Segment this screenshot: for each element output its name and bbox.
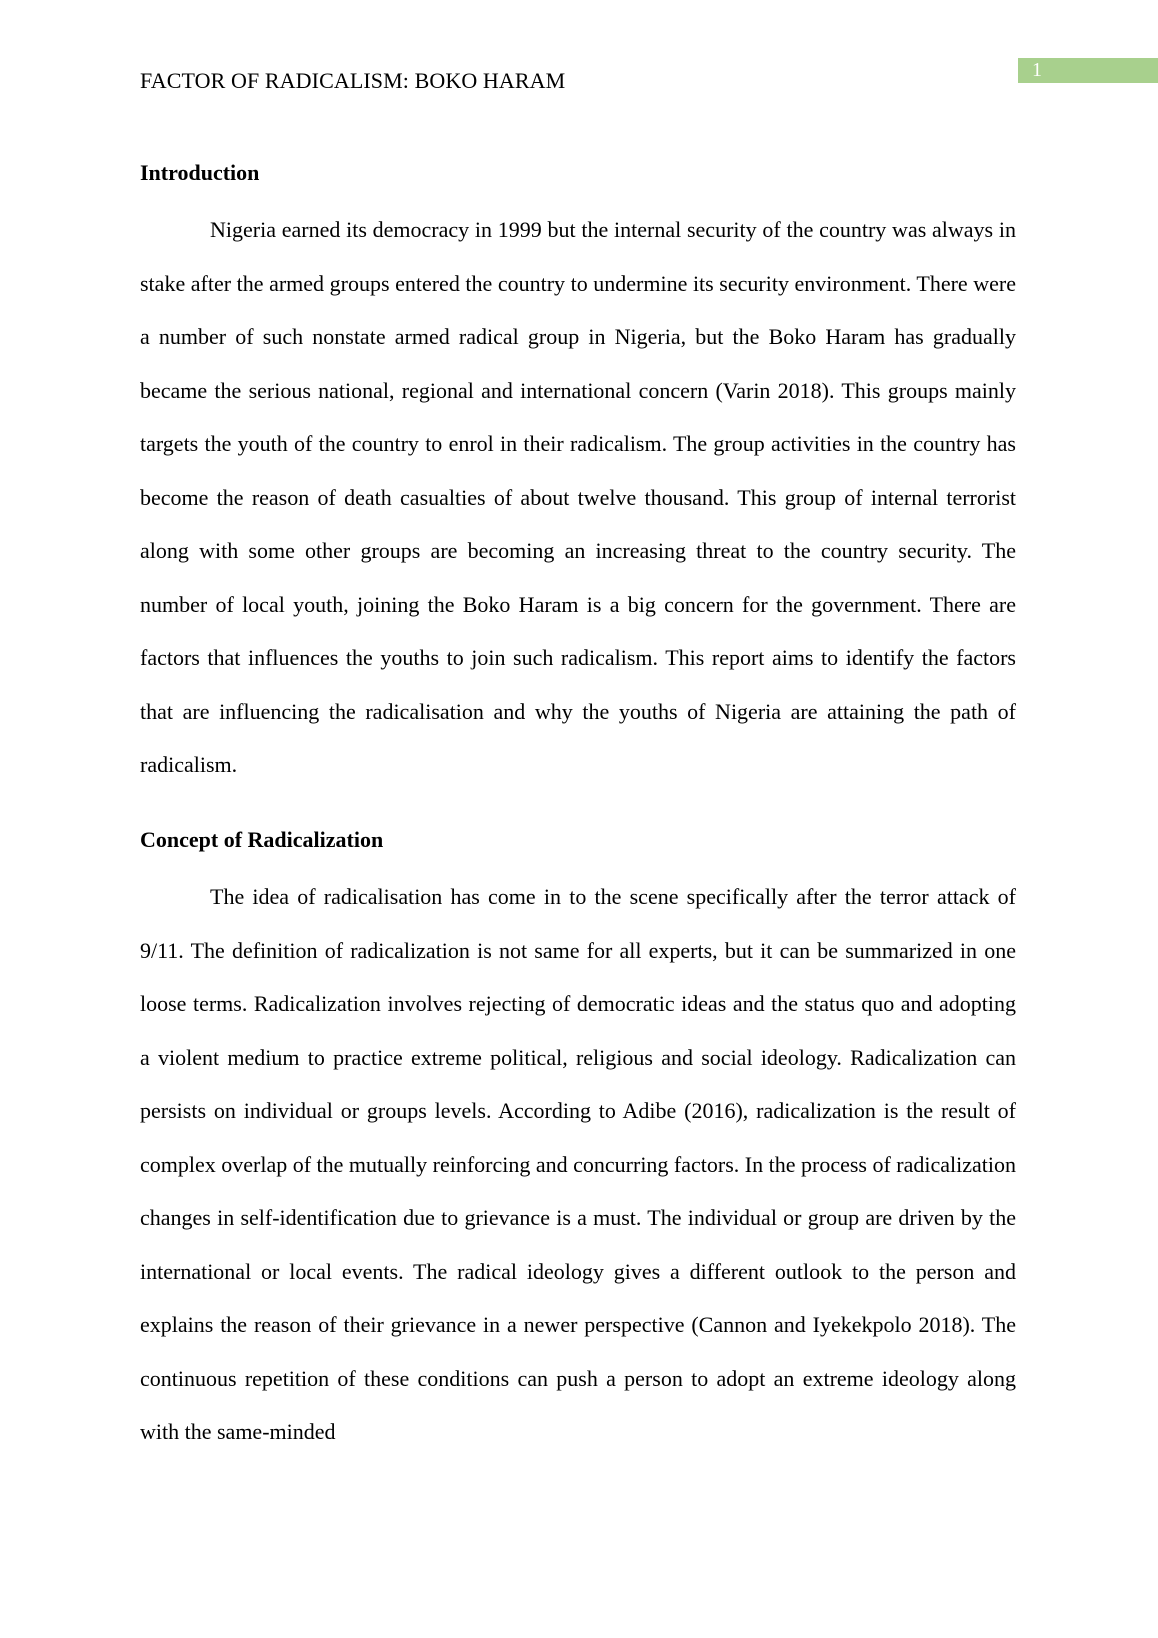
paragraph-introduction: Nigeria earned its democracy in 1999 but the internal security of the country was always in stake after the armed groups entered the country to undermine its security environment. There were a number of such nonstate armed radical group in Nigeria, but the Boko Haram has gradually became the serious national, regional and international concern (Varin 2018). This groups mainly targets the youth of the country to enrol in their radicalism. The group activities in the country has become the reason of death casualties of about twelve thousand. This group of internal terrorist along with some other groups are becoming an increasing threat to the country security. The number of local youth, joining the Boko Haram is a big concern for the government. There are factors that influences the youths to join such radicalism. This report aims to identify the factors that are influencing the radicalisation and why the youths of Nigeria are attaining the path of radicalism. xyxy=(140,217,1016,777)
running-head: FACTOR OF RADICALISM: BOKO HARAM xyxy=(140,68,566,93)
paragraph-concept-of-radicalization: The idea of radicalisation has come in to the scene specifically after the terror attack of 9/11. The definition of radicalization is not same for all experts, but it can be summarized in one loose terms. Radicalization involves rejecting of democratic ideas and the status quo and adopting a violent medium to practice extreme political, religious and social ideology. Radicalization can persists on individual or groups levels. According to Adibe (2016), radicalization is the result of complex overlap of the mutually reinforcing and concurring factors. In the process of radicalization changes in self-identification due to grievance is a must. The individual or group are driven by the international or local events. The radical ideology gives a different outlook to the person and explains the reason of their grievance in a newer perspective (Cannon and Iyekekpolo 2018). The continuous repetition of these conditions can push a person to adopt an extreme ideology along with the same-minded xyxy=(140,884,1017,1444)
section-heading-concept-of-radicalization: Concept of Radicalization xyxy=(140,827,384,852)
page-number: 1 xyxy=(1018,58,1158,83)
section-heading-introduction: Introduction xyxy=(140,160,260,185)
